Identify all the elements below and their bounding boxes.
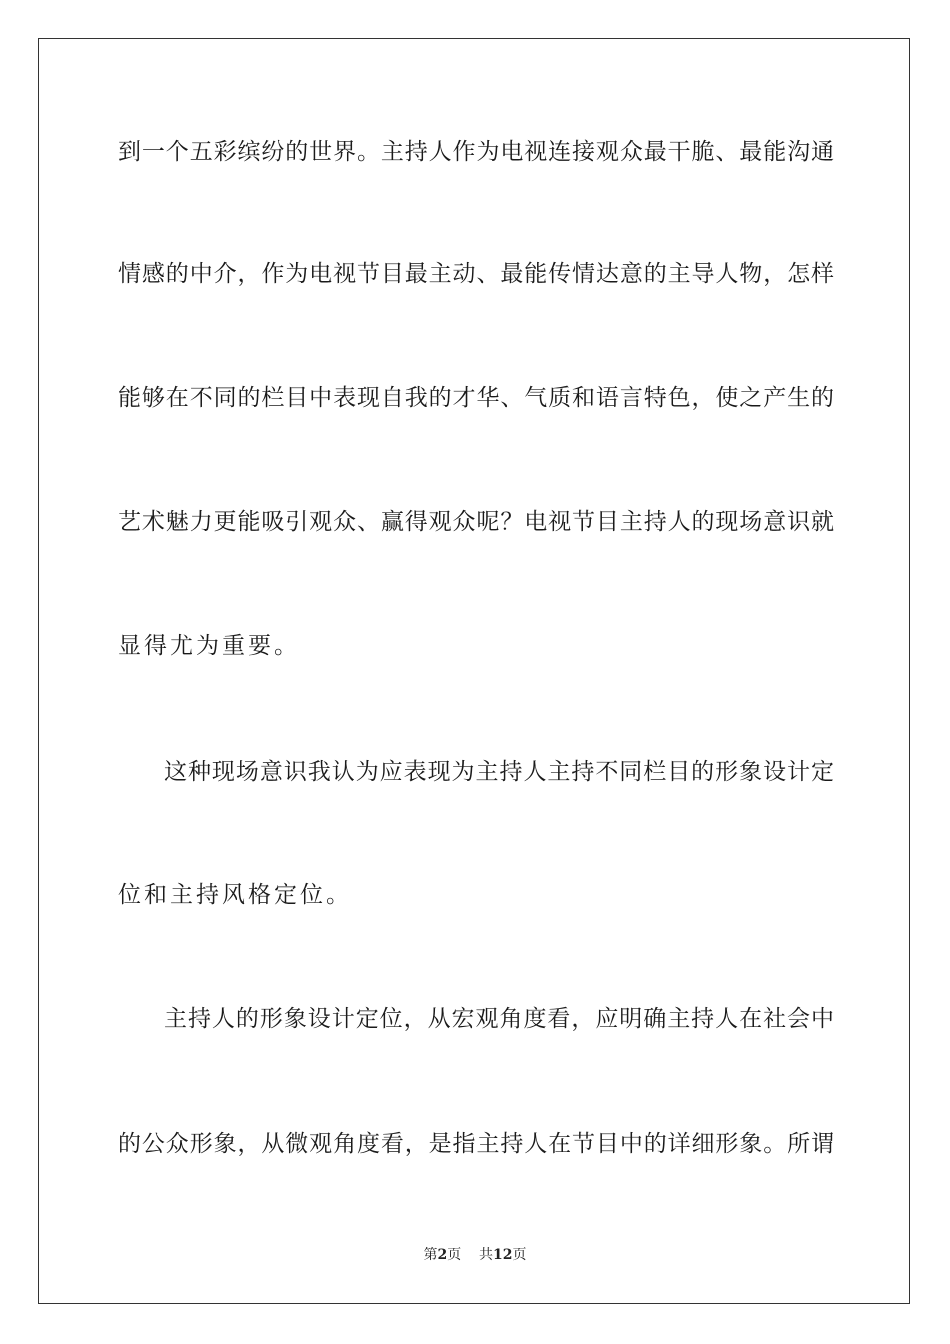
total-suffix: 页 bbox=[512, 1247, 527, 1263]
page-number: 2 bbox=[437, 1247, 448, 1263]
paragraph-line: 显得尤为重要。 bbox=[118, 633, 300, 659]
page-suffix: 页 bbox=[447, 1247, 462, 1263]
total-prefix: 共 bbox=[479, 1247, 494, 1263]
paragraph-line: 这种现场意识我认为应表现为主持人主持不同栏目的形象设计定 bbox=[164, 759, 834, 785]
paragraph-line: 的公众形象，从微观角度看，是指主持人在节目中的详细形象。所谓 bbox=[118, 1131, 834, 1157]
page-footer bbox=[0, 1246, 950, 1264]
paragraph-line: 艺术魅力更能吸引观众、赢得观众呢？电视节目主持人的现场意识就 bbox=[118, 509, 834, 535]
paragraph-line: 主持人的形象设计定位，从宏观角度看，应明确主持人在社会中 bbox=[164, 1006, 834, 1032]
paragraph-line: 到一个五彩缤纷的世界。主持人作为电视连接观众最干脆、最能沟通 bbox=[118, 139, 834, 165]
total-pages: 12 bbox=[493, 1247, 513, 1263]
page-border bbox=[38, 38, 910, 1304]
paragraph-line: 位和主持风格定位。 bbox=[118, 882, 352, 908]
page-prefix: 第 bbox=[423, 1247, 438, 1263]
paragraph-line: 情感的中介，作为电视节目最主动、最能传情达意的主导人物，怎样 bbox=[118, 261, 834, 287]
paragraph-line: 能够在不同的栏目中表现自我的才华、气质和语言特色，使之产生的 bbox=[118, 385, 834, 411]
